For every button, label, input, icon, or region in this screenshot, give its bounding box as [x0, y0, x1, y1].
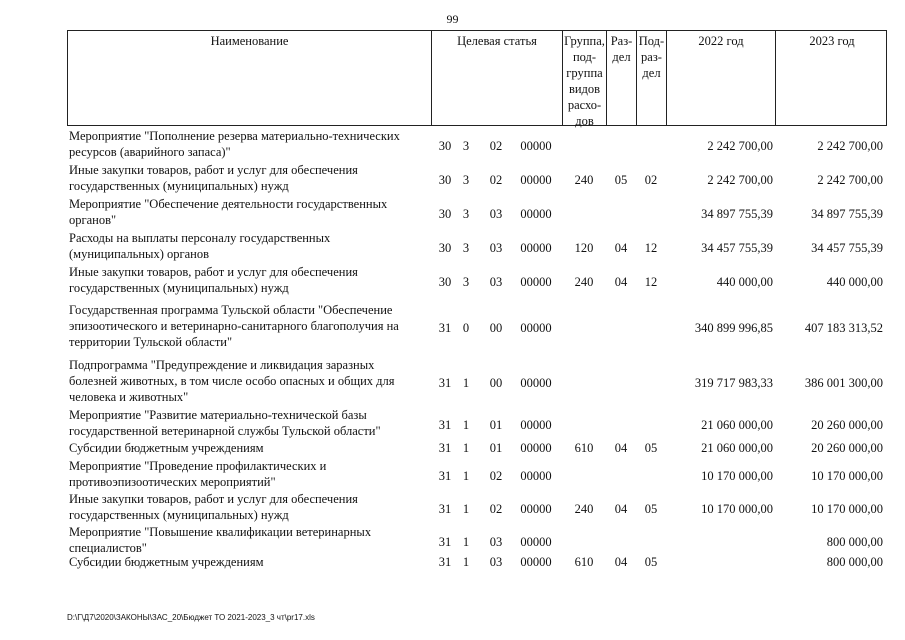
- amount-2023: 2 242 700,00: [817, 139, 883, 153]
- target-code-subprogram: 1: [462, 469, 470, 483]
- row-name: Мероприятие "Пополнение резерва материально-технических ресурсов (аварийного запаса)": [69, 129, 400, 159]
- target-code-subprogram: 1: [462, 502, 470, 516]
- amount-2023: 800 000,00: [826, 535, 883, 549]
- target-code-event: 02: [489, 139, 503, 153]
- target-code-program: 30: [438, 139, 452, 153]
- amount-2023: 20 260 000,00: [811, 441, 883, 455]
- target-code-event: 02: [489, 173, 503, 187]
- row-name: Субсидии бюджетным учреждениям: [69, 441, 264, 455]
- amount-2023: 10 170 000,00: [811, 469, 883, 483]
- target-code-program: 31: [438, 502, 452, 516]
- table-row: [67, 554, 887, 570]
- target-code-event: 03: [489, 275, 503, 289]
- target-code-subprogram: 3: [462, 275, 470, 289]
- amount-2022: 21 060 000,00: [701, 441, 773, 455]
- amount-2023: 10 170 000,00: [811, 502, 883, 516]
- target-code-direction: 00000: [520, 173, 552, 187]
- target-code-event: 01: [489, 441, 503, 455]
- target-code-program: 31: [438, 418, 452, 432]
- target-code-direction: 00000: [520, 207, 552, 221]
- row-name: Мероприятие "Проведение профилактических и противоэпизоотических мероприятий": [69, 459, 327, 489]
- target-code-subprogram: 3: [462, 173, 470, 187]
- amount-2023: 34 897 755,39: [811, 207, 883, 221]
- target-code-subprogram: 1: [462, 555, 470, 569]
- target-code-subprogram: 1: [462, 535, 470, 549]
- file-path-footer: D:\Г\Д7\2020\ЗАКОНЫ\ЗАС_20\Бюджет ТО 2021-2023_3 чт\pr17.xls: [67, 613, 315, 622]
- section-code: 04: [614, 241, 628, 255]
- target-code-direction: 00000: [520, 275, 552, 289]
- section-code: 04: [614, 275, 628, 289]
- header-subsection: Под- раз- дел: [637, 31, 667, 125]
- table-row: [67, 302, 887, 350]
- amount-2023: 800 000,00: [826, 555, 883, 569]
- target-code-direction: 00000: [520, 321, 552, 335]
- target-code-program: 31: [438, 469, 452, 483]
- target-code-program: 31: [438, 441, 452, 455]
- table-row: [67, 524, 887, 556]
- row-name: Мероприятие "Обеспечение деятельности государственных органов": [69, 197, 388, 227]
- table-row: [67, 162, 887, 194]
- table-row: [67, 407, 887, 439]
- target-code-direction: 00000: [520, 441, 552, 455]
- row-name: Подпрограмма "Предупреждение и ликвидация заразных болезней животных, в том числе особо опасных и общих для человека и животных": [69, 358, 395, 404]
- row-name: Иные закупки товаров, работ и услуг для обеспечения государственных (муниципальных) нужд: [69, 492, 358, 522]
- amount-2022: 34 457 755,39: [701, 241, 773, 255]
- target-code-program: 31: [438, 376, 452, 390]
- target-code-event: 03: [489, 535, 503, 549]
- target-code-event: 01: [489, 418, 503, 432]
- target-code-direction: 00000: [520, 535, 552, 549]
- row-name: Расходы на выплаты персоналу государственных (муниципальных) органов: [69, 231, 331, 261]
- subsection-code: 12: [644, 241, 658, 255]
- expense-group-code: 610: [574, 441, 594, 455]
- target-code-subprogram: 1: [462, 418, 470, 432]
- target-code-direction: 00000: [520, 469, 552, 483]
- amount-2022: 440 000,00: [716, 275, 773, 289]
- subsection-code: 05: [644, 555, 658, 569]
- target-code-event: 03: [489, 555, 503, 569]
- table-row: [67, 357, 887, 405]
- target-code-program: 31: [438, 535, 452, 549]
- amount-2022: 34 897 755,39: [701, 207, 773, 221]
- header-year-2022: 2022 год: [667, 31, 776, 125]
- header-year-2023: 2023 год: [809, 34, 855, 48]
- table-row: [67, 264, 887, 296]
- target-code-program: 30: [438, 275, 452, 289]
- table-row: [67, 128, 887, 160]
- section-code: 04: [614, 502, 628, 516]
- target-code-program: 31: [438, 321, 452, 335]
- row-name: Государственная программа Тульской области "Обеспечение эпизоотического и ветеринарно-санитарного благополучия на территории Тульской области": [69, 303, 399, 349]
- section-code: 04: [614, 441, 628, 455]
- header-section: Раз- дел: [607, 31, 637, 125]
- table-row: [67, 196, 887, 228]
- header-name: Наименование: [68, 31, 432, 125]
- target-code-program: 30: [438, 173, 452, 187]
- target-code-direction: 00000: [520, 555, 552, 569]
- amount-2022: 319 717 983,33: [694, 376, 773, 390]
- subsection-code: 05: [644, 441, 658, 455]
- target-code-event: 03: [489, 207, 503, 221]
- target-code-direction: 00000: [520, 502, 552, 516]
- expense-group-code: 240: [574, 275, 594, 289]
- target-code-event: 00: [489, 376, 503, 390]
- target-code-subprogram: 1: [462, 376, 470, 390]
- target-code-subprogram: 3: [462, 241, 470, 255]
- row-name: Иные закупки товаров, работ и услуг для обеспечения государственных (муниципальных) нужд: [69, 163, 358, 193]
- amount-2023: 386 001 300,00: [804, 376, 883, 390]
- table-row: [67, 230, 887, 262]
- amount-2022: 10 170 000,00: [701, 502, 773, 516]
- section-code: 04: [614, 555, 628, 569]
- target-code-event: 03: [489, 241, 503, 255]
- expense-group-code: 610: [574, 555, 594, 569]
- target-code-program: 30: [438, 241, 452, 255]
- target-code-subprogram: 3: [462, 139, 470, 153]
- target-code-subprogram: 1: [462, 441, 470, 455]
- table-row: [67, 440, 887, 456]
- row-name: Мероприятие "Развитие материально-технической базы государственной ветеринарной службы Тульской области": [69, 408, 381, 438]
- subsection-code: 05: [644, 502, 658, 516]
- target-code-direction: 00000: [520, 139, 552, 153]
- row-name: Иные закупки товаров, работ и услуг для обеспечения государственных (муниципальных) нужд: [69, 265, 358, 295]
- row-name: Мероприятие "Повышение квалификации ветеринарных специалистов": [69, 525, 372, 555]
- target-code-subprogram: 3: [462, 207, 470, 221]
- amount-2022: 2 242 700,00: [707, 173, 773, 187]
- section-code: 05: [614, 173, 628, 187]
- target-code-event: 00: [489, 321, 503, 335]
- amount-2023: 440 000,00: [826, 275, 883, 289]
- target-code-program: 30: [438, 207, 452, 221]
- expense-group-code: 240: [574, 173, 594, 187]
- amount-2022: 2 242 700,00: [707, 139, 773, 153]
- amount-2023: 34 457 755,39: [811, 241, 883, 255]
- target-code-program: 31: [438, 555, 452, 569]
- target-code-direction: 00000: [520, 241, 552, 255]
- table-row: [67, 491, 887, 523]
- header-expense-group: Группа, под- группа видов расхо- дов: [563, 31, 607, 125]
- target-code-event: 02: [489, 469, 503, 483]
- amount-2023: 20 260 000,00: [811, 418, 883, 432]
- amount-2022: 340 899 996,85: [694, 321, 773, 335]
- target-code-subprogram: 0: [462, 321, 470, 335]
- page-number: 99: [446, 12, 459, 26]
- expense-group-code: 120: [574, 241, 594, 255]
- header-target-article: Целевая статья: [432, 31, 563, 125]
- target-code-direction: 00000: [520, 418, 552, 432]
- amount-2022: 21 060 000,00: [701, 418, 773, 432]
- subsection-code: 12: [644, 275, 658, 289]
- target-code-event: 02: [489, 502, 503, 516]
- table-header: [67, 30, 887, 126]
- subsection-code: 02: [644, 173, 658, 187]
- target-code-direction: 00000: [520, 376, 552, 390]
- amount-2023: 407 183 313,52: [804, 321, 883, 335]
- row-name: Субсидии бюджетным учреждениям: [69, 555, 264, 569]
- amount-2022: 10 170 000,00: [701, 469, 773, 483]
- amount-2023: 2 242 700,00: [817, 173, 883, 187]
- table-row: [67, 458, 887, 490]
- expense-group-code: 240: [574, 502, 594, 516]
